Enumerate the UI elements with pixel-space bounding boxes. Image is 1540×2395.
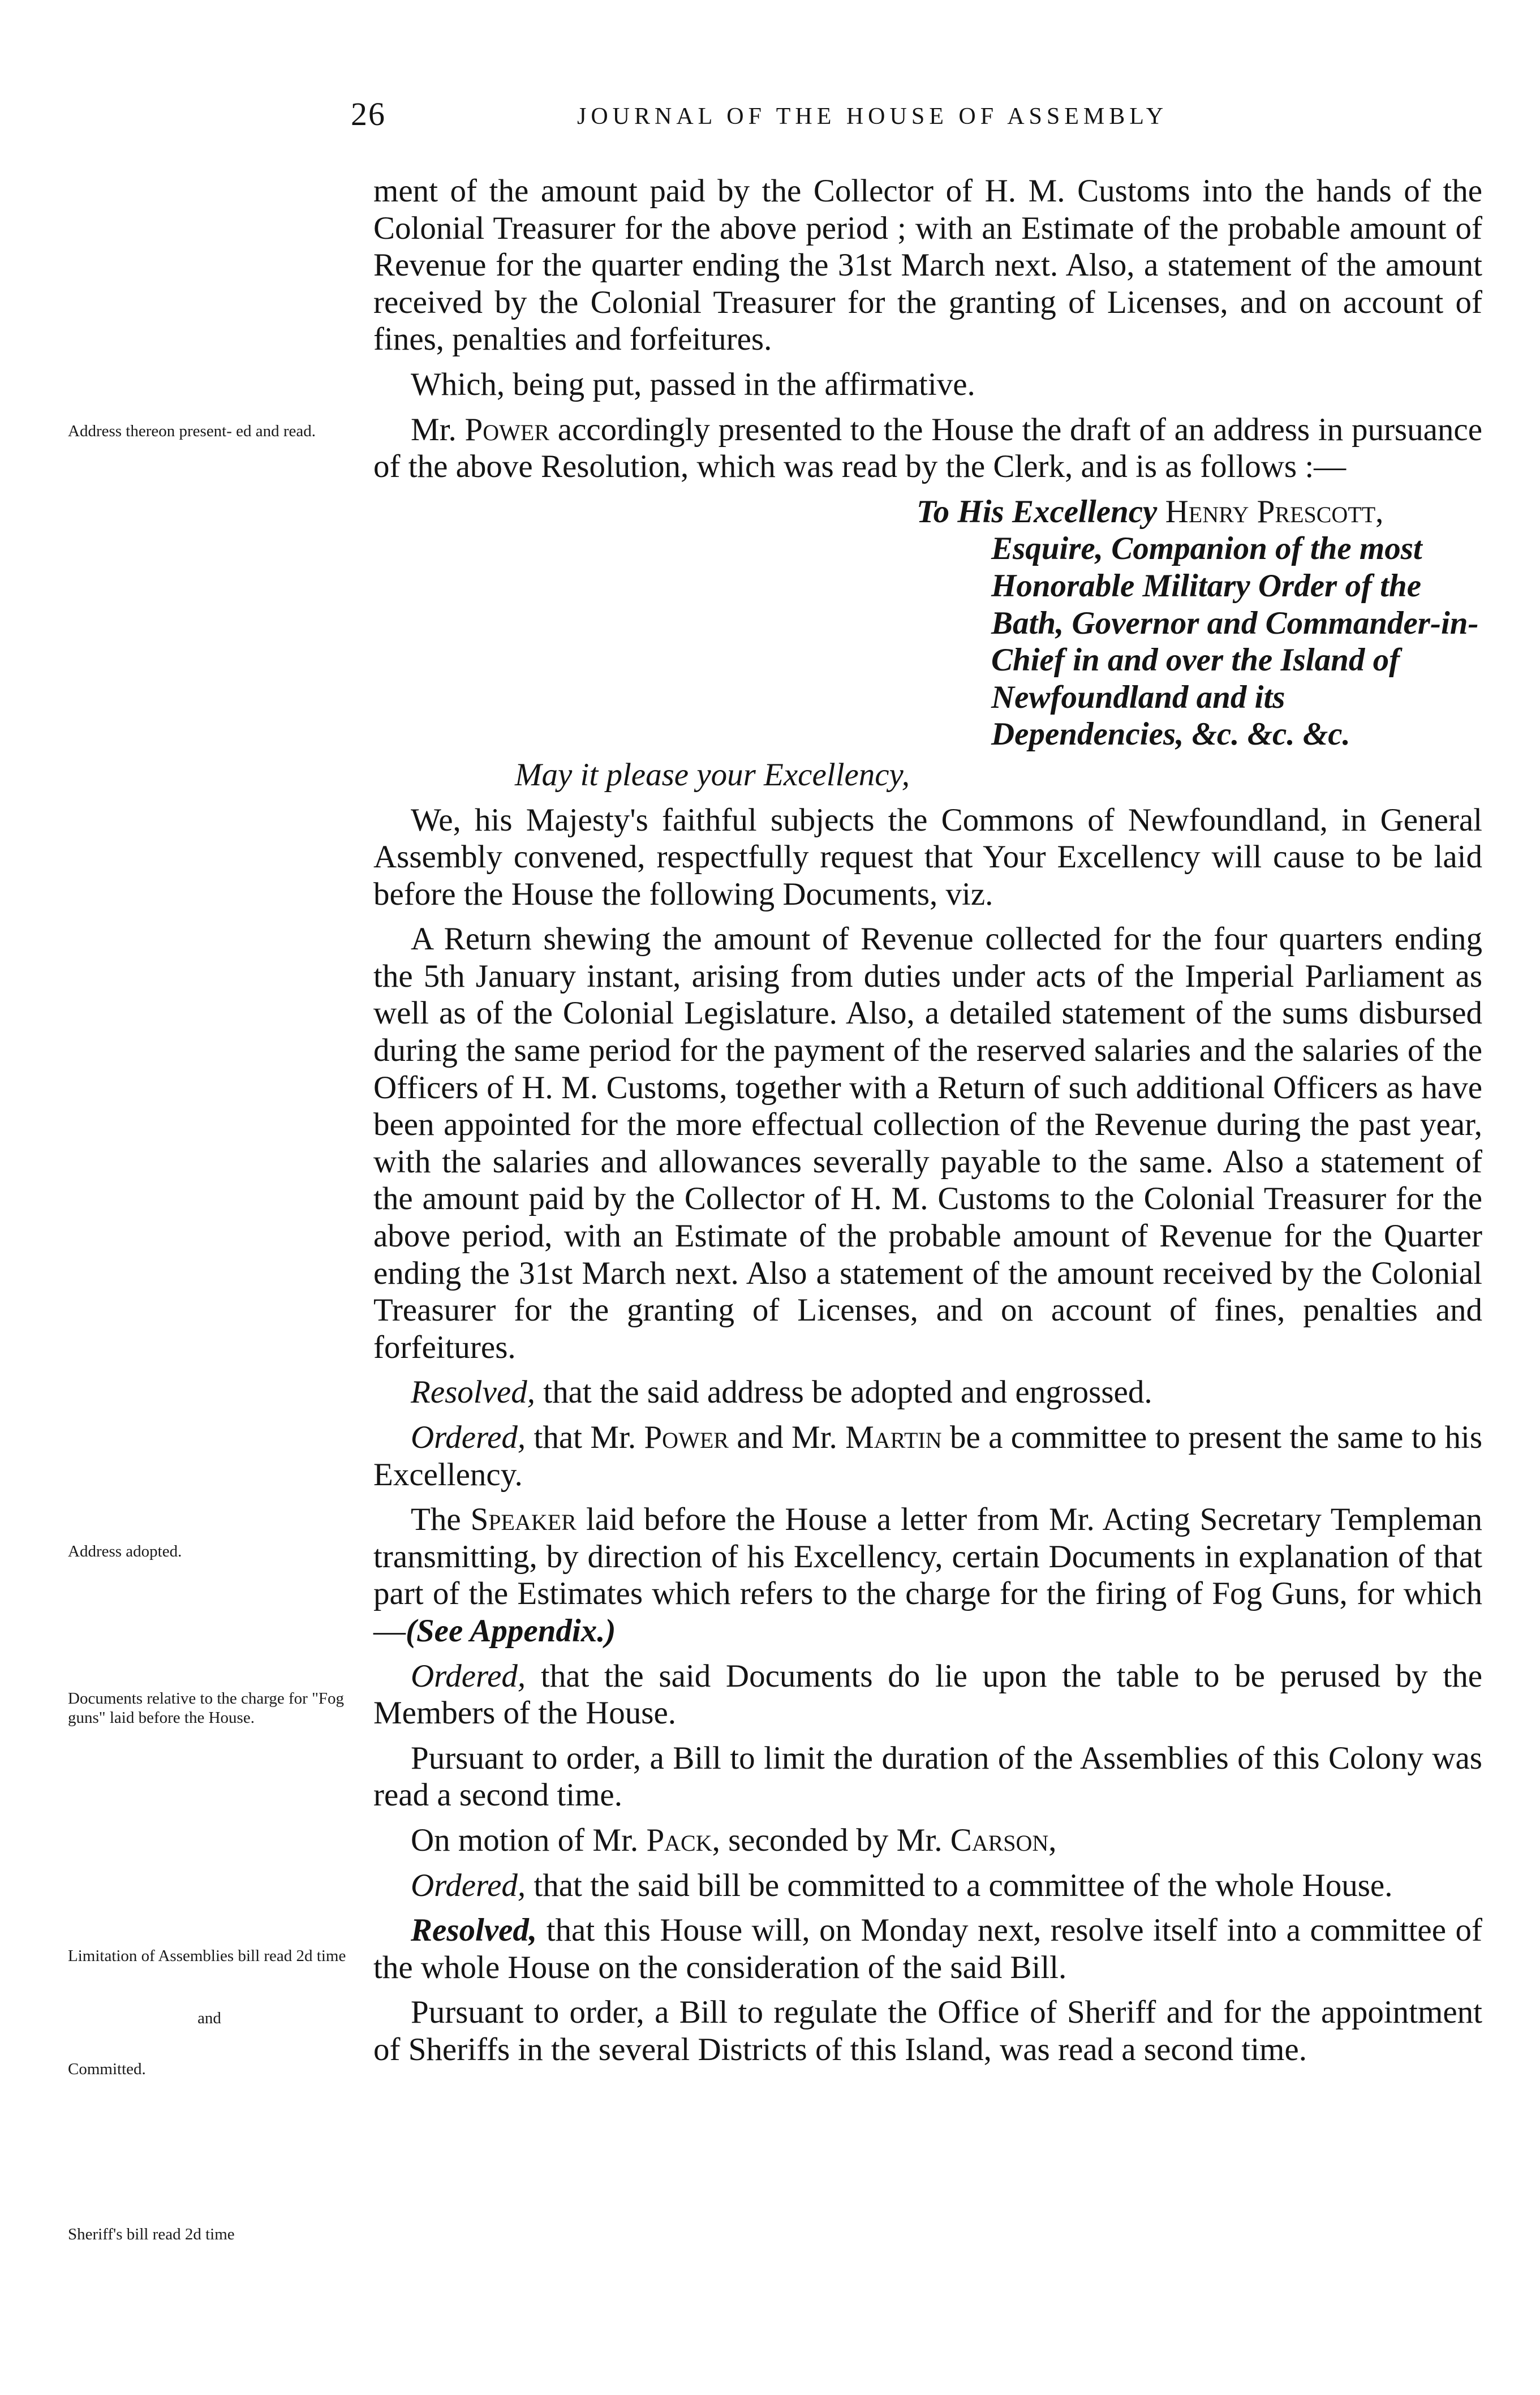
member-name: Power bbox=[464, 411, 550, 448]
margin-note-address-adopted: Address adopted. bbox=[68, 1542, 182, 1560]
paragraph-speaker-letter: The Speaker laid before the House a letter from Mr. Acting Secretary Templeman transmitting, by direction of his Excellency, certain Documents in explanation of that part of the Estimates which refers to the charge for the firing of Fog Guns, for which—(See Appendix.) bbox=[373, 1502, 1482, 1649]
margin-note-fog-guns-documents: Documents relative to the charge for "Fog guns" laid before the House. bbox=[68, 1689, 345, 1727]
paragraph-motion: On motion of Mr. Pack, seconded by Mr. Carson, bbox=[411, 1822, 1057, 1858]
paragraph-committee-resolution: Resolved, that this House will, on Monday next, resolve itself into a committee of the whole House on the consideration of the said Bill. bbox=[373, 1912, 1482, 1985]
paragraph-draft-presented: Mr. Power accordingly presented to the House the draft of an address in pursuance of the above Resolution, which was read by the Clerk, and is as follows :— bbox=[373, 411, 1483, 485]
salutation: May it please your Excellency, bbox=[515, 756, 910, 793]
addressee-block: To His Excellency Henry Prescott, Esquire, Companion of the most Honorable Military Order of the Bath, Governor and Commander-in-Chief in and over the Island of Newfoundland and its Dependencies, &c. &c. &c. bbox=[917, 493, 1479, 753]
paragraph-documents-on-table: Ordered, that the said Documents do lie upon the table to be perused by the Members of the House. bbox=[373, 1658, 1483, 1731]
paragraph-bill-committed: Ordered, that the said bill be committed to a committee of the whole House. bbox=[411, 1867, 1393, 1903]
paragraph-address-adopted: Resolved, that the said address be adopted and engrossed. bbox=[411, 1374, 1152, 1411]
paragraph-customs-statement: ment of the amount paid by the Collector of H. M. Customs into the hands of the Colonial Treasurer for the above period ; with an Estimate of the probable amount of Revenue for the quarter ending the 31st March next. Also, a statement of the amount received by the Colonial Treasurer for the granting of Licenses, and on account of fines, penalties and forfeitures. bbox=[373, 173, 1482, 358]
page-number: 26 bbox=[351, 96, 386, 132]
paragraph-affirmative: Which, being put, passed in the affirmative. bbox=[411, 366, 975, 402]
margin-note-sheriffs-bill: Sheriff's bill read 2d time bbox=[68, 2225, 235, 2243]
page-header bbox=[351, 95, 1477, 140]
paragraph-return-of-revenue: A Return shewing the amount of Revenue collected for the four quarters ending the 5th January instant, arising from duties under acts of the Imperial Parliament as well as of the Colonial Legislature. Also, a detailed statement of the sums disbursed during the same period for the payment of the reserved salaries and the salaries of the Officers of H. M. Customs, together with a Return of such additional Officers as have been appointed for the more effectual collection of the Revenue during the past year, with the salaries and allowances severally payable to the same. Also a statement of the amount paid by the Collector of H. M. Customs to the Colonial Treasurer for the above period, with an Estimate of the probable amount of Revenue for the Quarter ending the 31st March next. Also a statement of the amount received by the Colonial Treasurer for the granting of Licenses, and on account of fines, penalties and forfeitures. bbox=[373, 921, 1482, 1365]
governor-name: Henry Prescott, bbox=[1165, 493, 1384, 530]
paragraph-assemblies-bill: Pursuant to order, a Bill to limit the duration of the Assemblies of this Colony was read a second time. bbox=[373, 1740, 1482, 1813]
paragraph-request: We, his Majesty's faithful subjects the Commons of Newfoundland, in General Assembly convened, respectfully request that Your Excellency will cause to be laid before the House the following Documents, viz. bbox=[373, 802, 1482, 912]
margin-note-committed: Committed. bbox=[68, 2060, 146, 2078]
margin-note-address-presented: Address thereon present- ed and read. bbox=[68, 422, 316, 440]
paragraph-sheriffs-bill: Pursuant to order, a Bill to regulate the Office of Sheriff and for the appointment of Sheriffs in the several Districts of this Island, was read a second time. bbox=[373, 1994, 1482, 2067]
paragraph-committee-appointed: Ordered, that Mr. Power and Mr. Martin be a committee to present the same to his Excellency. bbox=[373, 1420, 1483, 1493]
journal-body bbox=[373, 173, 1482, 2076]
margin-note-and: and bbox=[197, 2009, 221, 2027]
margin-note-limitation-bill: Limitation of Assemblies bill read 2d time bbox=[68, 1947, 346, 1965]
running-head: JOURNAL OF THE HOUSE OF ASSEMBLY bbox=[577, 104, 1168, 130]
